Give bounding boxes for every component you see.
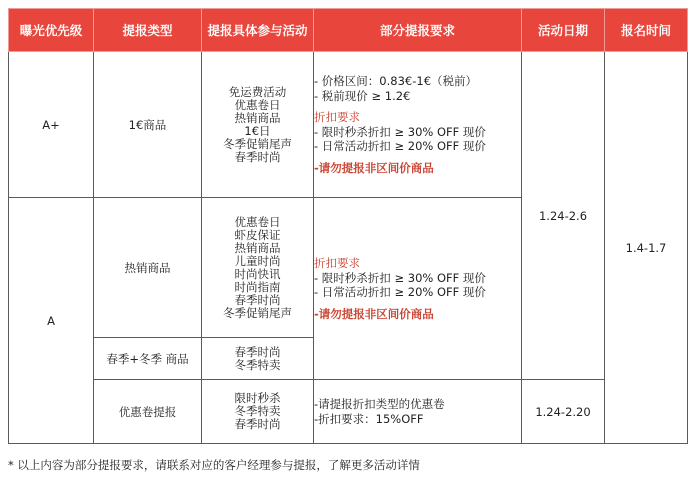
requirement-line: - 税前现价 ≥ 1.2€ bbox=[314, 88, 411, 103]
activity-item: 热销商品 bbox=[234, 240, 281, 255]
footnote: * 以上内容为部分提报要求，请联系对应的客户经理参与提报，了解更多活动详情 bbox=[8, 458, 420, 472]
activity-item: 春季时尚 bbox=[234, 344, 281, 359]
activity-item: 优惠卷日 bbox=[234, 97, 281, 112]
requirement-line: -折扣要求：15%OFF bbox=[314, 411, 424, 426]
activity-item: 免运费活动 bbox=[228, 84, 287, 99]
type-cell: 热销商品 bbox=[94, 198, 202, 338]
requirement-line: - 限时秒杀折扣 ≥ 30% OFF 现价 bbox=[314, 270, 486, 285]
requirements-cell bbox=[314, 52, 522, 198]
priority-cell: A+ bbox=[9, 52, 94, 198]
activity-item: 时尚指南 bbox=[234, 279, 281, 294]
header-activities: 提报具体参与活动 bbox=[202, 9, 314, 52]
table-row bbox=[9, 52, 688, 198]
activities-cell bbox=[202, 338, 314, 380]
header-requirements: 部分提报要求 bbox=[314, 9, 522, 52]
requirement-line: - 日常活动折扣 ≥ 20% OFF 现价 bbox=[314, 285, 486, 299]
activities-cell bbox=[202, 380, 314, 444]
requirement-line: - 限时秒杀折扣 ≥ 30% OFF 现价 bbox=[314, 124, 486, 139]
registration-cell: 1.4-1.7 bbox=[605, 52, 688, 444]
type-cell: 春季+冬季 商品 bbox=[94, 338, 202, 380]
header-date: 活动日期 bbox=[522, 9, 605, 52]
date-cell: 1.24-2.20 bbox=[522, 380, 605, 444]
activity-item: 1€日 bbox=[244, 123, 271, 138]
date-cell: 1.24-2.6 bbox=[522, 52, 605, 380]
header-type: 提报类型 bbox=[94, 9, 202, 52]
header-priority: 曝光优先级 bbox=[9, 9, 94, 52]
table-container bbox=[8, 8, 687, 444]
activity-item: 虾皮保证 bbox=[234, 227, 281, 242]
activity-item: 限时秒杀 bbox=[234, 391, 281, 405]
activity-item: 春季时尚 bbox=[234, 292, 281, 307]
header-row bbox=[9, 9, 688, 52]
type-cell: 1€商品 bbox=[94, 52, 202, 198]
requirement-line: - 日常活动折扣 ≥ 20% OFF 现价 bbox=[314, 139, 486, 153]
activity-item: 冬季促销尾声 bbox=[223, 305, 292, 320]
requirement-line: -请提报折扣类型的优惠卷 bbox=[314, 397, 445, 411]
discount-title: 折扣要求 bbox=[314, 110, 360, 124]
activity-item: 优惠卷日 bbox=[234, 214, 281, 229]
promotion-table bbox=[8, 8, 688, 444]
table-row bbox=[9, 380, 688, 444]
requirement-line: - 价格区间：0.83€-1€（税前） bbox=[314, 74, 478, 88]
priority-cell: A bbox=[9, 198, 94, 444]
activity-item: 冬季特卖 bbox=[234, 357, 281, 372]
requirements-cell bbox=[314, 198, 522, 380]
activities-cell bbox=[202, 198, 314, 338]
header-registration: 报名时间 bbox=[605, 9, 688, 52]
activities-cell bbox=[202, 52, 314, 198]
activity-item: 时尚快讯 bbox=[234, 266, 281, 281]
warning-text: -请勿提报非区间价商品 bbox=[314, 306, 434, 321]
activity-item: 冬季特卖 bbox=[234, 404, 281, 418]
warning-text: -请勿提报非区间价商品 bbox=[314, 160, 434, 175]
activity-item: 春季时尚 bbox=[234, 149, 281, 164]
activity-item: 热销商品 bbox=[234, 110, 281, 125]
discount-title: 折扣要求 bbox=[314, 256, 360, 270]
activity-item: 冬季促销尾声 bbox=[223, 136, 292, 151]
requirements-cell bbox=[314, 380, 522, 444]
type-cell: 优惠卷提报 bbox=[94, 380, 202, 444]
activity-item: 春季时尚 bbox=[234, 417, 281, 431]
activity-item: 儿童时尚 bbox=[234, 253, 281, 268]
